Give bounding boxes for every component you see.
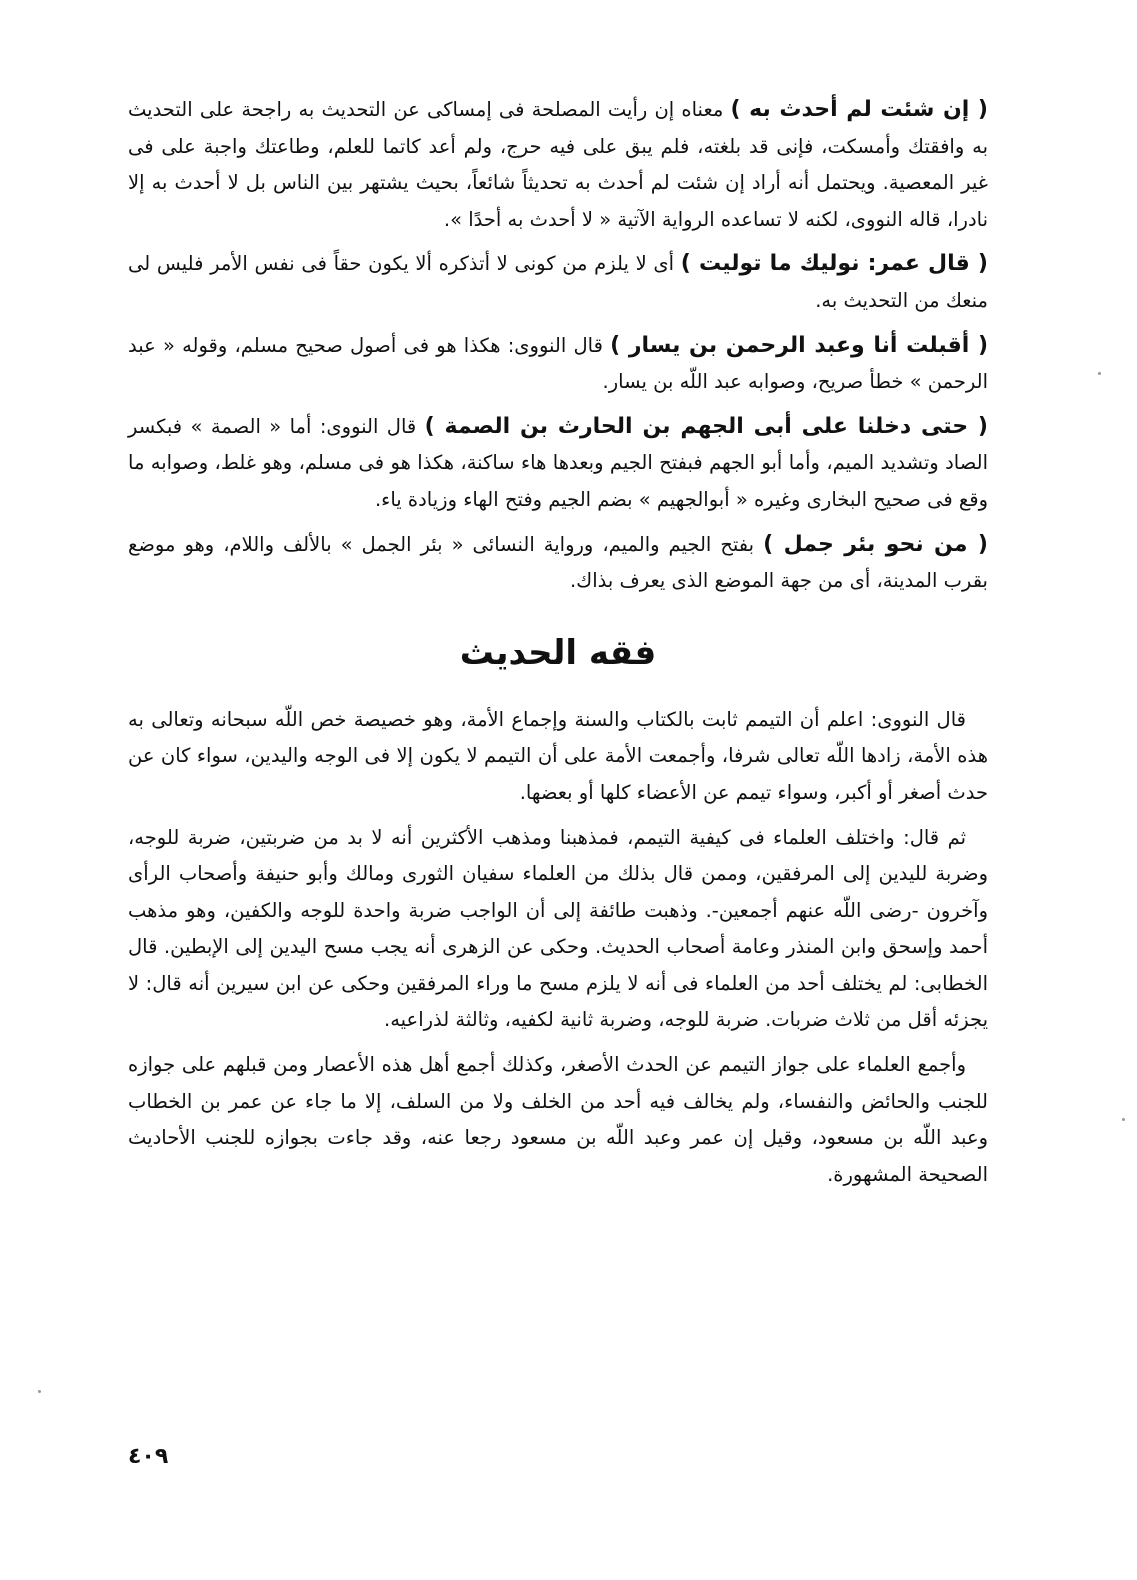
entry-lemma: ( إن شئت لم أحدث به ) — [730, 97, 988, 122]
scan-speck — [38, 1390, 41, 1393]
entry-text: قال النووى: أما « الصمة » فبكسر الصاد وتشديد الميم، وأما أبو الجهم فبفتح الجيم وبعدها هاء ساكنة، هكذا هو فى مسلم، وهو غلط، وصوابه ما وقع فى صحيح البخارى وغيره « أبوالجهيم » بضم الجيم وفتح الهاء وزيادة ياء. — [128, 414, 988, 511]
page-number: ٤٠٩ — [128, 1444, 169, 1469]
entry-lemma: ( أقبلت أنا وعبد الرحمن بن يسار ) — [610, 332, 988, 358]
entry-text: بفتح الجيم والميم، ورواية النسائى « بئر الجمل » بالألف واللام، وهو موضع بقرب المدينة، أى من جهة الموضع الذى يعرف بذاك. — [128, 532, 988, 593]
entry-text: قال النووى: هكذا هو فى أصول صحيح مسلم، وقوله « عبد الرحمن » خطأ صريح، وصوابه عبد اللّه بن يسار. — [128, 333, 988, 394]
scan-speck — [1122, 1118, 1125, 1121]
scan-speck — [1098, 372, 1101, 375]
entry-lemma: ( حتى دخلنا على أبى الجهم بن الحارث بن الصمة ) — [424, 413, 988, 439]
commentary-entry — [128, 92, 988, 238]
fiqh-paragraph: ثم قال: واختلف العلماء فى كيفية التيمم، فمذهبنا ومذهب الأكثرين أنه لا بد من ضربتين، ضربة للوجه، وضربة لليدين إلى المرفقين، وممن قال بذلك من العلماء سفيان الثورى ومالك وأبو حنيفة وأصحاب الرأى وآخرون -رضى اللّه عنهم أجمعين-. وذهبت طائفة إلى أن الواجب ضربة واحدة للوجه والكفين، وهو مذهب أحمد وإسحق وابن المنذر وعامة أصحاب الحديث. وحكى عن الزهرى أنه يجب مسح اليدين إلى الإبطين. قال الخطابى: لم يختلف أحد من العلماء فى أنه لا يلزم مسح ما وراء المرفقين وحكى عن ابن سيرين أنه قال: لا يجزئه أقل من ثلاث ضربات. ضربة للوجه، وضربة ثانية لكفيه، وثالثة لذراعيه. — [128, 825, 988, 1032]
entry-lemma: ( قال عمر: نوليك ما توليت ) — [680, 251, 988, 277]
commentary-entry — [128, 527, 988, 600]
entry-text: أى لا يلزم من كونى لا أتذكره ألا يكون حقاً فى نفس الأمر فليس لى منعك من التحديث به. — [128, 252, 988, 312]
fiqh-paragraph: قال النووى: اعلم أن التيمم ثابت بالكتاب والسنة وإجماع الأمة، وهو خصيصة خص اللّه سبحانه وتعالى به هذه الأمة، زادها اللّه تعالى شرفا، وأجمعت الأمة على أن التيمم لا يكون إلا فى الوجه واليدين، سواء كان عن حدث أصغر أو أكبر، وسواء تيمم عن الأعضاء كلها أو بعضها. — [128, 707, 988, 804]
page-body — [128, 92, 988, 1193]
commentary-entry — [128, 328, 988, 401]
commentary-entry — [128, 246, 988, 319]
entry-text: معناه إن رأيت المصلحة فى إمساكى عن التحديث به راجحة على التحديث به وافقتك وأمسكت، فإنى قد بلغته، فلم يبق على فيه حرج، ولم أعد كاتما للعلم، وطاعتك واجبة على فى غير المعصية. ويحتمل أنه أراد إن شئت لم أحدث به تحديثاً شائعاً، بحيث يشتهر بين الناس بل لا أحدث به إلا نادرا، قاله النووى، لكنه لا تساعده الرواية الآتية « لا أحدث به أحدًا ». — [128, 98, 988, 231]
commentary-entry — [128, 409, 988, 519]
entry-lemma: ( من نحو بئر جمل ) — [763, 531, 988, 557]
section-heading: فقه الحديث — [459, 632, 657, 673]
fiqh-paragraph: وأجمع العلماء على جواز التيمم عن الحدث الأصغر، وكذلك أجمع أهل هذه الأعصار ومن قبلهم على جوازه للجنب والحائض والنفساء، ولم يخالف فيه أحد من الخلف ولا من السلف، إلا ما جاء عن عمر بن الخطاب وعبد اللّه بن مسعود، وقيل إن عمر وعبد اللّه بن مسعود رجعا عنه، وقد جاءت بجوازه للجنب الأحاديث الصحيحة المشهورة. — [128, 1053, 988, 1186]
